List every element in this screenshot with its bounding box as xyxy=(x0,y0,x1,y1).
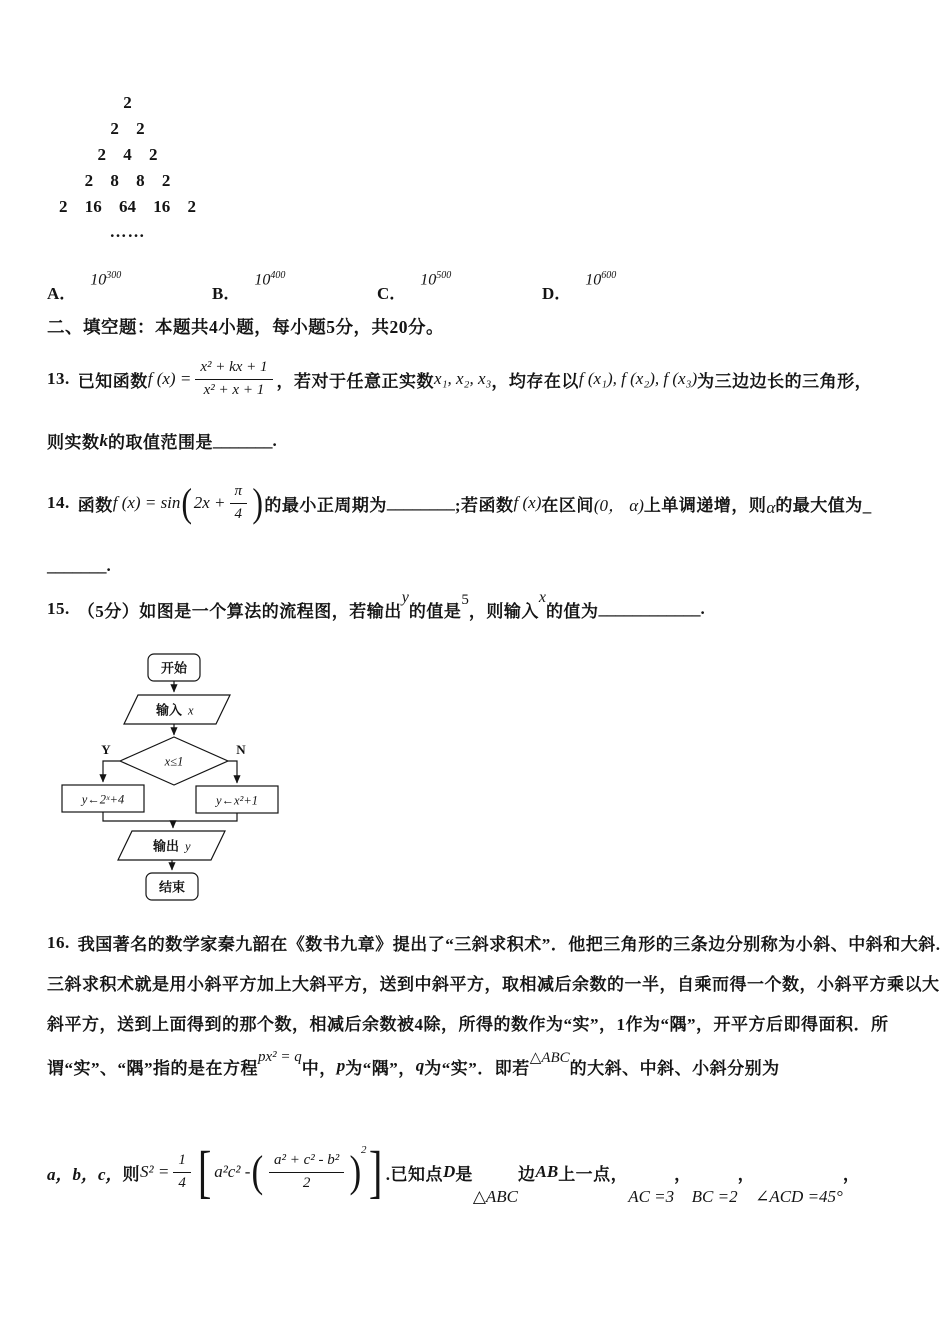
option-b-value xyxy=(254,270,285,289)
triangle-row: 2 8 8 2 xyxy=(84,171,171,190)
question-15-line xyxy=(47,589,706,626)
q14-alpha: α xyxy=(766,498,776,517)
question-14-number: 14. xyxy=(47,493,70,512)
option-c-value xyxy=(420,270,451,289)
question-15-number: 15. xyxy=(47,599,70,618)
q16-inner-numerator: a² + c² - b² xyxy=(269,1151,344,1173)
q16-inner-denominator: 2 xyxy=(302,1174,311,1191)
flowchart-condition-label: x≤1 xyxy=(164,754,184,769)
question-13-text: 为三边边长的三角形， xyxy=(697,371,873,391)
question-16-text: 为“实”．即若 xyxy=(424,1058,530,1078)
q16-triangle-abc-2: △ABC xyxy=(472,1187,518,1206)
option-d-exponent: 600 xyxy=(601,270,617,281)
q16-s-squared: S² = xyxy=(140,1162,170,1181)
q16-angle-acd-value: ∠ACD =45° xyxy=(755,1187,843,1206)
q16-equation: px² = q xyxy=(258,1048,302,1065)
number-triangle xyxy=(30,90,225,244)
question-16-number: 16. xyxy=(47,932,70,952)
question-16-text: 是 xyxy=(455,1164,473,1184)
q16-inner-left-paren: ( xyxy=(251,1147,264,1197)
question-16-text: .已知点 xyxy=(385,1164,444,1184)
question-16-text: 中， xyxy=(301,1058,337,1078)
q14-answer-blank-1: ________ xyxy=(386,493,455,512)
question-13-line1 xyxy=(47,350,872,408)
q14-answer-blank-2: _______ xyxy=(47,556,107,575)
question-14-period: . xyxy=(106,556,112,575)
question-13-number: 13. xyxy=(47,369,70,388)
q14-fraction-denominator: 4 xyxy=(234,505,243,522)
question-14-line1 xyxy=(47,466,872,540)
question-16-text: 上一点， xyxy=(558,1164,629,1184)
question-13-period: . xyxy=(272,430,278,450)
triangle-row: 2 16 64 16 2 xyxy=(59,197,196,216)
question-16-text: 斜平方，送到上面得到的那个数，相减后余数被4除，所得的数作为“实”，1作为“隅”，开平方后即得面积．所 xyxy=(47,1015,889,1034)
q16-comma: ， xyxy=(737,1164,756,1184)
option-c-base: 10 xyxy=(420,271,437,289)
choice-options-row xyxy=(47,272,767,304)
option-d-base: 10 xyxy=(585,271,602,289)
question-15-score: （5分） xyxy=(77,601,140,621)
flowchart-output-label: 输出 xyxy=(152,838,180,854)
q16-p-variable: p xyxy=(336,1056,346,1075)
question-16-line3 xyxy=(47,1010,889,1035)
question-16-text: 则 xyxy=(122,1164,141,1184)
question-16-text: 边 xyxy=(518,1164,536,1184)
flowchart-yes-label: Y xyxy=(101,742,111,757)
flowchart-output-variable: y xyxy=(185,839,191,854)
flowchart-input-label: 输入 xyxy=(155,702,183,718)
question-16-text: 我国著名的数学家秦九韶在《数书九章》提出了“三斜求积术”．他把三角形的三条边分别称为小斜、中斜和大斜. xyxy=(77,935,941,954)
q14-right-paren: ) xyxy=(252,480,264,525)
triangle-row: 2 2 xyxy=(110,119,145,138)
q16-bc-value: BC =2 xyxy=(691,1187,738,1206)
option-a-base: 10 xyxy=(90,271,107,289)
q13-fraction-numerator: x² + kx + 1 xyxy=(195,358,272,380)
algorithm-flowchart xyxy=(45,648,347,910)
question-16-text: 三斜求积术就是用小斜平方加上大斜平方，送到中斜平方，取相减后余数的一半，自乘而得一个数，小斜平方乘以大 xyxy=(47,975,940,994)
q16-q-variable: q xyxy=(415,1056,425,1075)
q16-outer-exponent: 2 xyxy=(360,1144,367,1156)
question-16-line1 xyxy=(47,930,941,955)
flowchart-no-assign-label: y←x²+1 xyxy=(215,793,259,808)
option-b-exponent: 400 xyxy=(270,270,286,281)
question-13-text: 的取值范围是 xyxy=(108,433,213,452)
q13-answer-blank: _______ xyxy=(213,430,273,450)
q15-answer-blank: ____________ xyxy=(598,599,701,618)
question-14-text: 在区间 xyxy=(541,495,594,515)
q16-right-bracket: ] xyxy=(369,1138,383,1204)
question-13-line2 xyxy=(47,428,277,453)
q16-term1: a²c² - xyxy=(214,1162,251,1181)
q16-comma: ， xyxy=(674,1164,692,1184)
flowchart-end-label: 结束 xyxy=(158,879,186,895)
question-16-text: 的大斜、中斜、小斜分别为 xyxy=(569,1058,780,1078)
q13-function-lhs: f (x) = xyxy=(147,369,192,388)
q16-segment-ab: AB xyxy=(535,1162,559,1181)
q14-argument: 2x + xyxy=(193,493,226,512)
q14-interval: (0， α) xyxy=(593,495,644,515)
question-15-text: ，则输入 xyxy=(468,601,539,621)
question-14-text: 的最大值为_ xyxy=(775,495,872,515)
option-c-exponent: 500 xyxy=(436,270,452,281)
question-13-text: ，均存在以 xyxy=(491,371,579,391)
option-a xyxy=(47,272,212,304)
option-c xyxy=(377,272,542,304)
q13-function-values: f (x₁), f (x₂), f (x₃) xyxy=(578,369,698,388)
q13-k-variable: k xyxy=(99,430,108,450)
question-16-text: 为“隅”， xyxy=(345,1058,416,1078)
flowchart-no-branch-wire xyxy=(228,761,237,783)
q16-point-d: D xyxy=(443,1162,456,1181)
flowchart-no-label: N xyxy=(236,742,246,757)
q16-inner-right-paren: ) xyxy=(349,1147,362,1197)
option-d-label: D． xyxy=(542,284,572,303)
triangle-row: 2 xyxy=(123,93,132,112)
q15-input-var: x xyxy=(538,589,546,606)
q15-output-var: y xyxy=(401,589,409,606)
question-14-line2 xyxy=(47,556,111,576)
q13-variables: x₁, x₂, x₃ xyxy=(434,369,492,388)
q13-fraction xyxy=(195,358,272,400)
question-16-line5 xyxy=(47,1126,860,1218)
q16-inner-fraction xyxy=(269,1151,344,1193)
q16-side-variables: a，b，c， xyxy=(47,1164,123,1184)
option-a-exponent: 300 xyxy=(106,270,122,281)
question-16-line4 xyxy=(47,1048,780,1084)
flowchart-input-variable: x xyxy=(188,703,194,718)
question-14-text: ;若函数 xyxy=(454,495,514,515)
option-d-value xyxy=(585,270,616,289)
triangle-ellipsis: …… xyxy=(109,222,146,241)
q16-comma: ， xyxy=(842,1164,861,1184)
question-16-text: 谓“实”、“隅”指的是在方程 xyxy=(47,1058,258,1078)
triangle-row: 2 4 2 xyxy=(97,145,158,164)
question-15-text: 的值是 xyxy=(408,601,462,621)
question-15-text: 如图是一个算法的流程图，若输出 xyxy=(139,601,402,621)
flowchart-start-label: 开始 xyxy=(160,660,188,676)
q16-ac-value: AC =3 xyxy=(628,1187,675,1206)
option-b-label: B． xyxy=(212,284,241,303)
question-14-text: 的最小正周期为 xyxy=(264,495,387,515)
option-d xyxy=(542,272,707,304)
question-16-line2 xyxy=(47,970,940,995)
option-a-label: A． xyxy=(47,284,77,303)
flowchart-yes-assign-label: y←2ˣ+4 xyxy=(81,792,125,807)
q15-output-value: 5 xyxy=(461,591,469,608)
option-b xyxy=(212,272,377,304)
option-a-value xyxy=(90,270,121,289)
question-15-period: . xyxy=(700,599,706,618)
question-14-text: 上单调递增，则 xyxy=(643,495,767,515)
q16-quarter-numerator: 1 xyxy=(173,1151,191,1173)
question-13-lead: 已知函数 xyxy=(77,371,148,391)
q14-pi-fraction xyxy=(230,482,248,524)
q16-left-bracket: [ xyxy=(197,1138,212,1204)
q14-left-paren: ( xyxy=(181,480,193,525)
q14-function-lhs: f (x) = sin xyxy=(112,493,181,512)
section-header: 二、填空题：本题共4小题，每小题5分，共20分。 xyxy=(47,317,444,337)
q16-triangle-abc: △ABC xyxy=(529,1049,570,1066)
option-c-label: C． xyxy=(377,284,407,303)
q16-quarter-denominator: 4 xyxy=(178,1174,186,1191)
q13-fraction-denominator: x² + x + 1 xyxy=(203,381,265,398)
question-13-text: 则实数 xyxy=(47,433,100,452)
option-b-base: 10 xyxy=(254,271,271,289)
question-14-lead: 函数 xyxy=(77,495,113,515)
question-13-text: ，若对于任意正实数 xyxy=(276,371,435,391)
question-15-text: 的值为 xyxy=(545,601,599,621)
q14-fx: f (x) xyxy=(513,493,542,512)
q16-quarter-fraction xyxy=(173,1151,191,1193)
flowchart-yes-branch-wire xyxy=(103,761,120,782)
q14-fraction-numerator: π xyxy=(230,482,248,504)
